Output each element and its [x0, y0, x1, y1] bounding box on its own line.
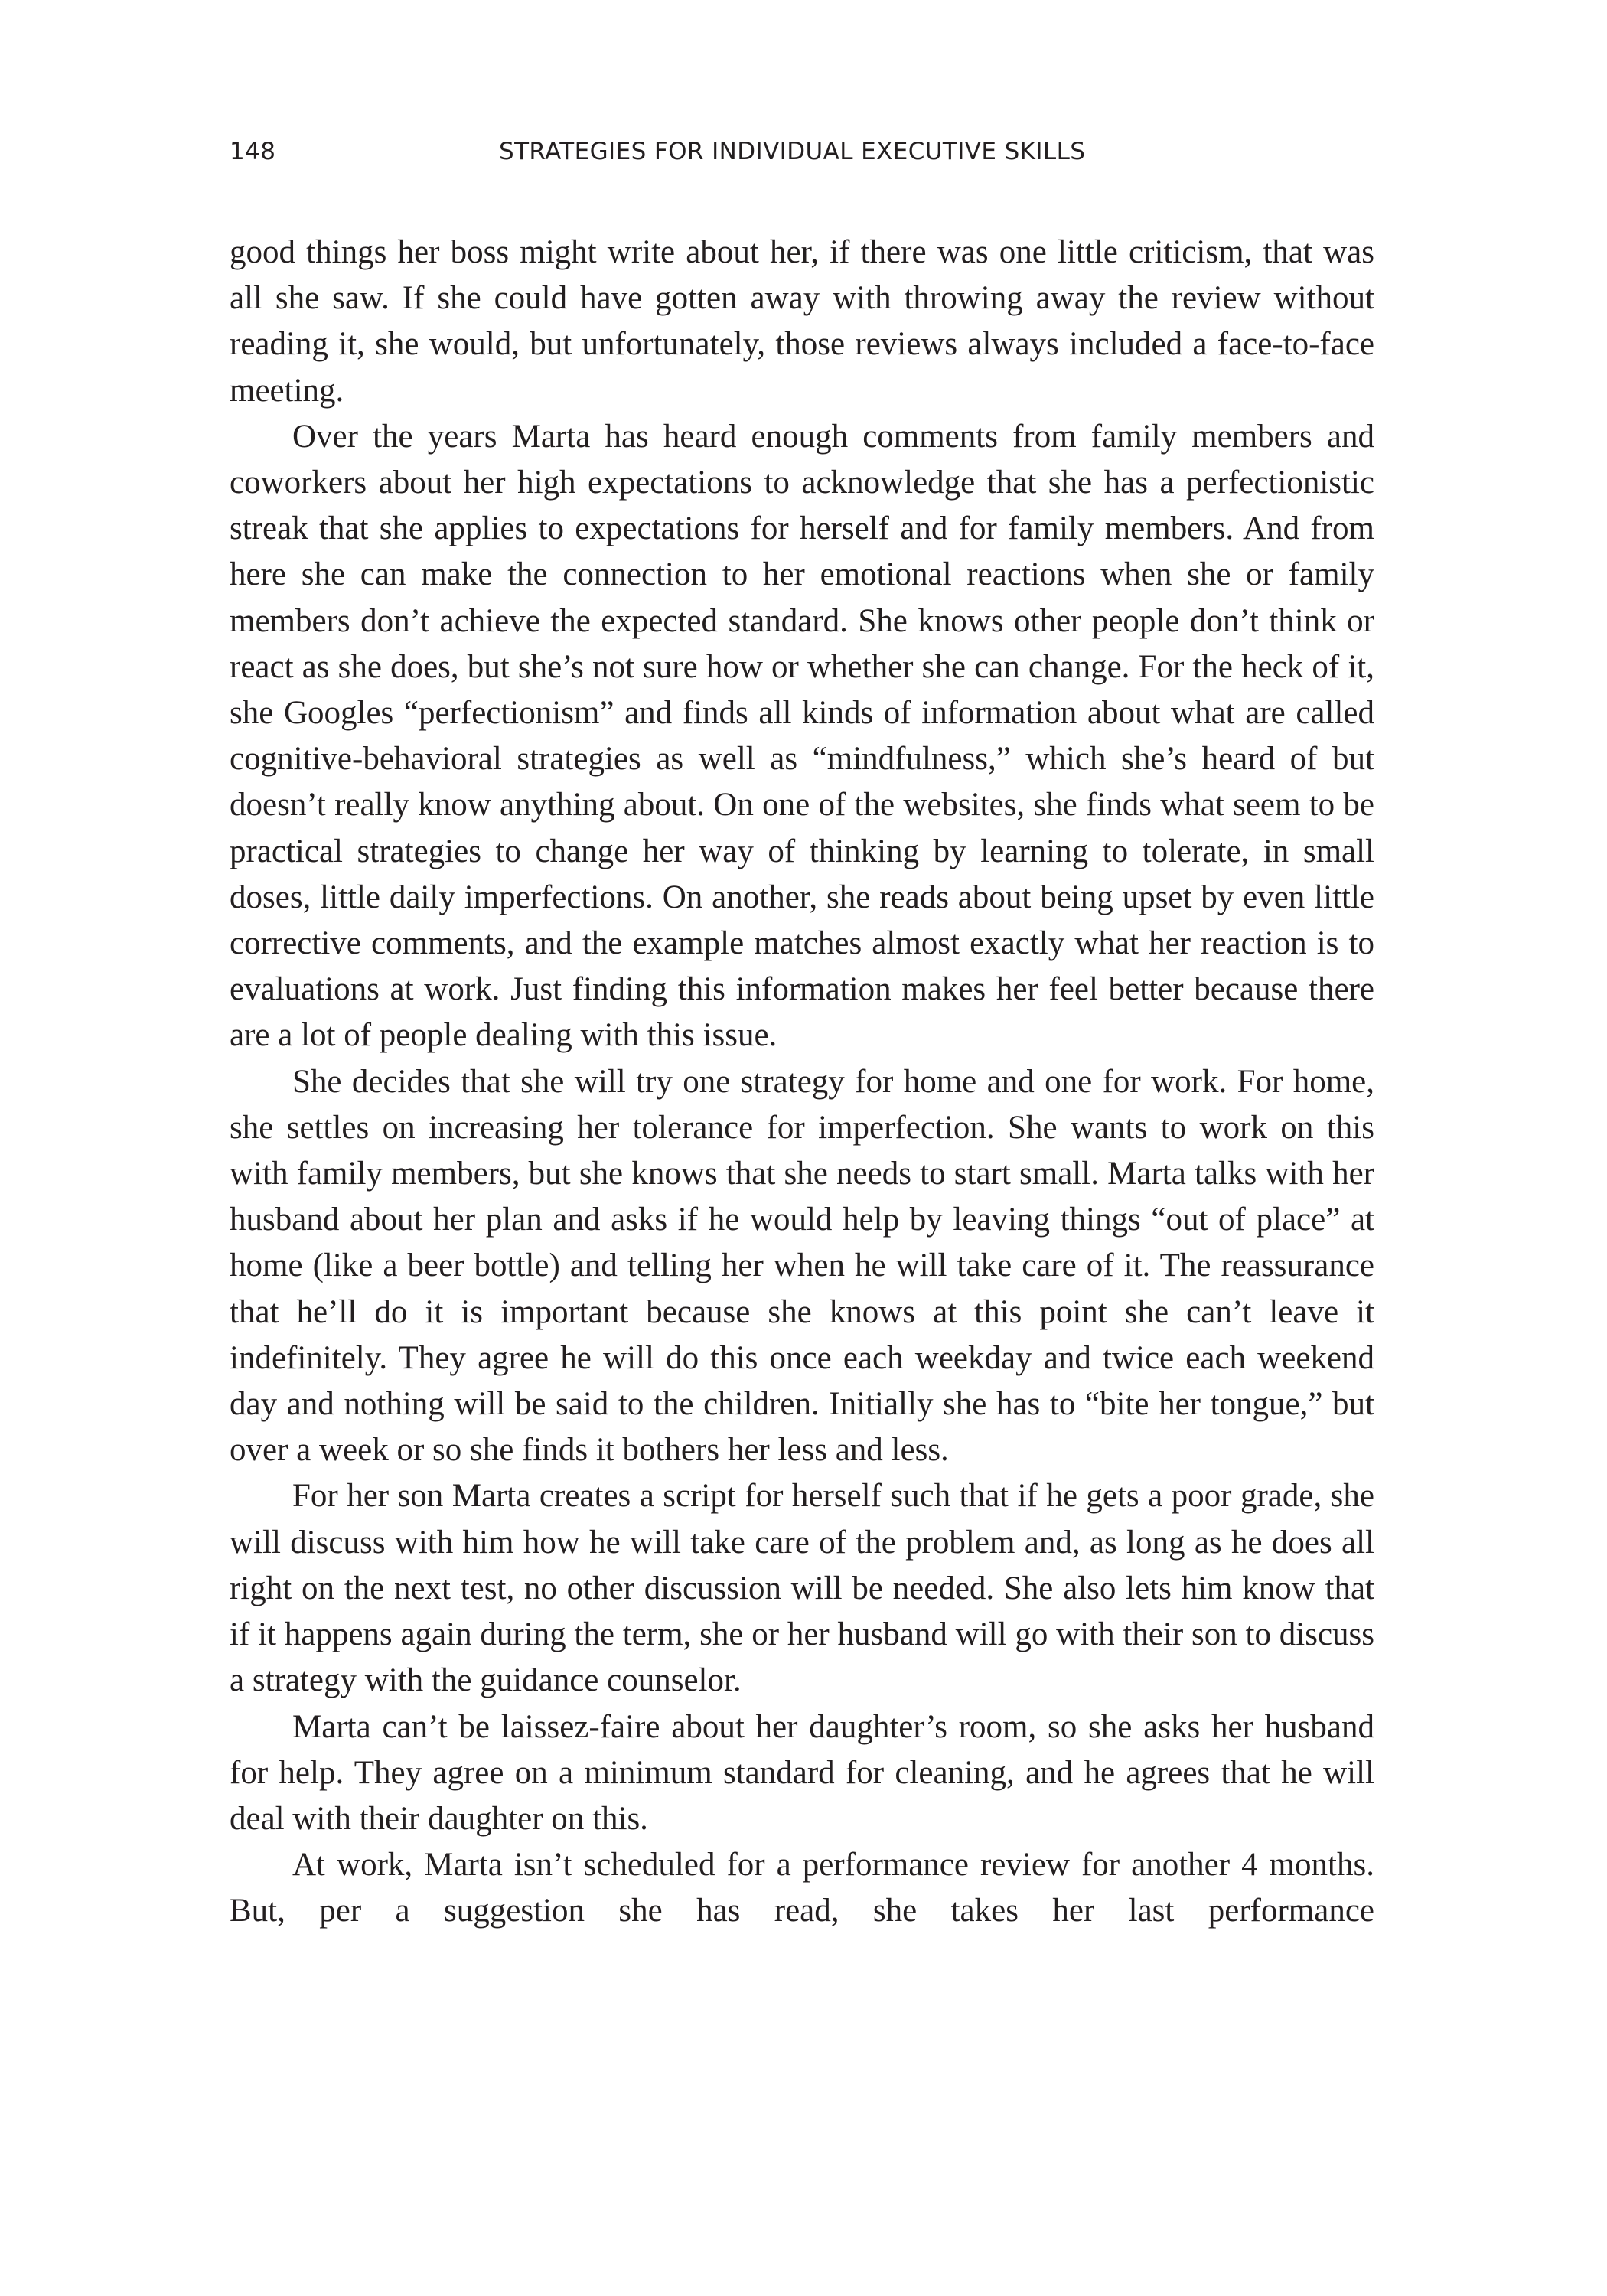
paragraph-son: For her son Marta creates a script for herself such that if he gets a poor grade, she will discuss with him how he will take care of the problem and, as long as he does all right on the next test, no other discussion will be needed. She also lets him know that if it happens again during the term, she or her husband will go with their son to discuss a strategy with the guidance counselor.	[230, 1478, 1374, 1699]
page-number: 148	[230, 138, 276, 165]
paragraph-continued: good things her boss might write about her, if there was one little criticism, that was all she saw. If she could have gotten away with throwing away the review without reading it, she would, but unfortunately, those reviews always included a face-to-face meeting.	[230, 234, 1374, 409]
paragraph-perfectionism: Over the years Marta has heard enough comments from family members and coworkers about her high expectations to acknowledge that she has a perfectionistic streak that she applies to expectations for herself and for family members. And from here she can make the connection to her emotional reactions when she or family members don’t achieve the expected standard. She knows other people don’t think or react as she does, but she’s not sure how or whether she can change. For the heck of it, she Googles “perfectionism” and finds all kinds of information about what are called cognitive-behavioral strategies as well as “mindfulness,” which she’s heard of but doesn’t really know anything about. On one of the websites, she finds what seem to be practical strategies to change her way of thinking by learning to tolerate, in small doses, little daily imperfections. On another, she reads about being upset by even little corrective comments, and the example matches almost exactly what her reaction is to evaluations at work. Just finding this information makes her feel better because there are a lot of people dealing with this issue.	[230, 418, 1374, 1054]
running-head	[230, 132, 1374, 178]
paragraph-work: At work, Marta isn’t scheduled for a performance review for another 4 months. But, per a suggestion she has read, she takes her last performance	[230, 1847, 1374, 1929]
body-text	[230, 230, 1374, 1935]
running-title: STRATEGIES FOR INDIVIDUAL EXECUTIVE SKILLS	[499, 138, 1086, 165]
paragraph-home-strategy: She decides that she will try one strategy for home and one for work. For home, she settles on increasing her tolerance for imperfection. She wants to work on this with family members, but she knows that she needs to start small. Marta talks with her husband about her plan and asks if he would help by leaving things “out of place” at home (like a beer bottle) and telling her when he will take care of it. The reassurance that he’ll do it is important because she knows at this point she can’t leave it indefinitely. They agree he will do this once each weekday and twice each weekend day and nothing will be said to the children. Initially she has to “bite her tongue,” but over a week or so she finds it bothers her less and less.	[230, 1063, 1374, 1469]
paragraph-daughter: Marta can’t be laissez-faire about her daughter’s room, so she asks her husband for help. They agree on a minimum standard for cleaning, and he agrees that he will deal with their daughter on this.	[230, 1708, 1374, 1837]
